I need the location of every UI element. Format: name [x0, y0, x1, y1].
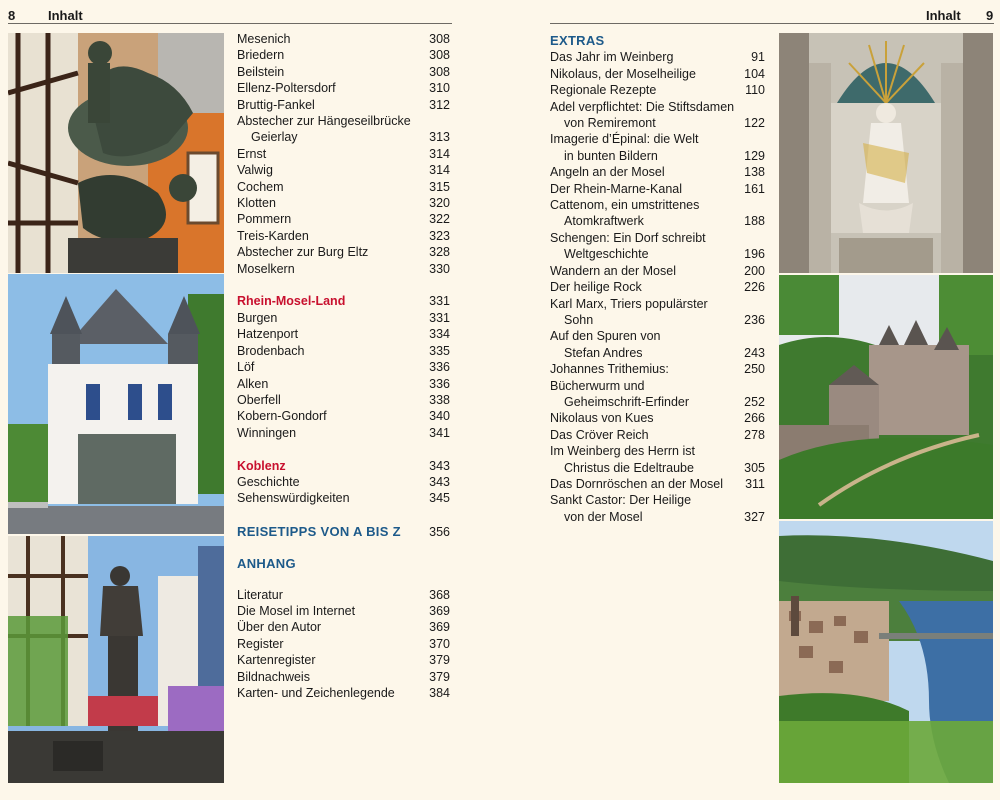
- toc-page: 308: [429, 64, 450, 79]
- toc-page: 343: [429, 474, 450, 489]
- toc-title: Auf den Spuren von: [550, 329, 661, 344]
- toc-entry[interactable]: [237, 490, 450, 506]
- toc-entry[interactable]: [237, 376, 450, 392]
- toc-title: von der Mosel: [564, 509, 643, 524]
- toc-entry[interactable]: [550, 49, 765, 65]
- toc-page: 129: [744, 148, 765, 163]
- toc-page: 330: [429, 261, 450, 276]
- toc-entry[interactable]: [550, 427, 765, 443]
- toc-entry[interactable]: [550, 82, 765, 98]
- toc-title: Das Jahr im Weinberg: [550, 50, 674, 65]
- toc-page: 322: [429, 212, 450, 227]
- toc-entry[interactable]: [550, 181, 765, 197]
- toc-section-koblenz[interactable]: [237, 458, 450, 474]
- toc-page: 308: [429, 32, 450, 46]
- toc-entry[interactable]: [550, 394, 765, 410]
- toc-page: 356: [429, 524, 450, 539]
- toc-title: Cattenom, ein umstrittenes: [550, 198, 700, 213]
- toc-title: Kartenregister: [237, 653, 316, 668]
- toc-page: 336: [429, 360, 450, 375]
- right-page: [500, 0, 1000, 800]
- toc-section-anhang[interactable]: [237, 556, 450, 572]
- toc-page: 305: [744, 460, 765, 475]
- toc-title: Adel verpflichtet: Die Stiftsdamen: [550, 99, 735, 114]
- toc-entry[interactable]: [550, 296, 765, 312]
- left-toc: [237, 31, 450, 701]
- toc-page: 138: [744, 165, 765, 180]
- toc-entry[interactable]: [237, 195, 450, 211]
- toc-page: 340: [429, 409, 450, 424]
- extras-heading: EXTRAS: [550, 33, 605, 48]
- toc-page: 338: [429, 392, 450, 407]
- toc-page: 243: [744, 345, 765, 360]
- toc-page: 334: [429, 327, 450, 342]
- toc-title: Kobern-Gondorf: [237, 409, 327, 424]
- toc-entry[interactable]: [237, 113, 450, 129]
- toc-entry[interactable]: [550, 509, 765, 525]
- toc-title: Imagerie d’Épinal: die Welt: [550, 132, 699, 147]
- toc-title: Bücherwurm und: [550, 378, 645, 393]
- toc-entry[interactable]: [237, 392, 450, 408]
- toc-page: 161: [744, 181, 765, 196]
- toc-title: Sohn: [564, 312, 594, 327]
- toc-entry[interactable]: [237, 685, 450, 701]
- toc-entry[interactable]: [237, 47, 450, 63]
- header-rule: [8, 23, 452, 24]
- toc-entry[interactable]: [237, 652, 450, 668]
- toc-page: 345: [429, 491, 450, 506]
- toc-page: 379: [429, 653, 450, 668]
- toc-title: Christus die Edeltraube: [564, 460, 694, 475]
- toc-entry[interactable]: [550, 361, 765, 377]
- toc-entry[interactable]: [237, 179, 450, 195]
- toc-title: Weltgeschichte: [564, 247, 649, 262]
- toc-page: 368: [429, 587, 450, 602]
- toc-entry[interactable]: [237, 408, 450, 424]
- toc-page: 104: [744, 66, 765, 81]
- toc-entry[interactable]: [237, 310, 450, 326]
- toc-entry[interactable]: [550, 410, 765, 426]
- toc-title: Das Cröver Reich: [550, 427, 649, 442]
- toc-entry[interactable]: [550, 279, 765, 295]
- toc-title: Moselkern: [237, 261, 295, 276]
- toc-title: Im Weinberg des Herrn ist: [550, 444, 695, 459]
- toc-page: 336: [429, 376, 450, 391]
- toc-section-title: ANHANG: [237, 556, 296, 572]
- toc-entry[interactable]: [237, 619, 450, 635]
- toc-entry[interactable]: [550, 115, 765, 131]
- toc-title: in bunten Bildern: [564, 148, 658, 163]
- toc-page: 331: [429, 294, 450, 309]
- toc-title: Wandern an der Mosel: [550, 263, 676, 278]
- toc-title: Löf: [237, 360, 255, 375]
- toc-entry[interactable]: [237, 603, 450, 619]
- toc-title: Geheimschrift-Erfinder: [564, 394, 690, 409]
- toc-title: Sankt Castor: Der Heilige: [550, 493, 692, 508]
- river-town-photo: [779, 521, 993, 783]
- toc-entry[interactable]: [237, 31, 450, 47]
- toc-page: 122: [744, 116, 765, 131]
- toc-title: Mesenich: [237, 32, 291, 46]
- toc-title: Briedern: [237, 48, 285, 63]
- toc-entry[interactable]: [550, 213, 765, 229]
- toc-entry[interactable]: [550, 476, 765, 492]
- toc-entry[interactable]: [550, 460, 765, 476]
- toc-page: 250: [744, 362, 765, 377]
- toc-page: 379: [429, 669, 450, 684]
- toc-page: 369: [429, 620, 450, 635]
- right-page-number: 9: [986, 8, 994, 23]
- toc-page: 331: [429, 310, 450, 325]
- toc-title: Bruttig-Fankel: [237, 97, 315, 112]
- toc-page: 384: [429, 686, 450, 700]
- toc-entry[interactable]: [550, 66, 765, 82]
- toc-entry[interactable]: [550, 443, 765, 459]
- toc-entry[interactable]: [550, 312, 765, 328]
- left-page-number: 8: [8, 8, 16, 23]
- fountain-statue-photo: [8, 536, 224, 783]
- toc-title: Sehenswürdigkeiten: [237, 491, 350, 506]
- toc-page: 320: [429, 196, 450, 211]
- toc-entry[interactable]: [237, 228, 450, 244]
- castle-photo: [779, 275, 993, 519]
- toc-entry[interactable]: [550, 230, 765, 246]
- toc-title: Bildnachweis: [237, 669, 310, 684]
- toc-section-title: REISETIPPS VON A BIS Z: [237, 523, 401, 539]
- toc-entry[interactable]: [550, 328, 765, 344]
- toc-section-reisetipps[interactable]: [237, 524, 450, 540]
- toc-title: Karl Marx, Triers populärster: [550, 296, 708, 311]
- toc-title: Literatur: [237, 587, 283, 602]
- toc-page: 278: [744, 427, 765, 442]
- toc-entry[interactable]: [237, 162, 450, 178]
- toc-title: Alken: [237, 376, 269, 391]
- toc-title: Angeln an der Mosel: [550, 165, 665, 180]
- toc-entry[interactable]: [550, 378, 765, 394]
- toc-page: 91: [751, 50, 765, 65]
- toc-entry[interactable]: [550, 246, 765, 262]
- madonna-statue-photo: [779, 33, 993, 273]
- toc-title: Geierlay: [251, 130, 298, 145]
- toc-title: Das Dornröschen an der Mosel: [550, 476, 723, 491]
- toc-title: Stefan Andres: [564, 345, 643, 360]
- toc-entry[interactable]: [237, 474, 450, 490]
- toc-title: Regionale Rezepte: [550, 83, 657, 98]
- toc-section-title: Koblenz: [237, 458, 286, 473]
- toc-title: Die Mosel im Internet: [237, 603, 356, 618]
- toc-entry[interactable]: [237, 146, 450, 162]
- toc-page: 314: [429, 146, 450, 161]
- toc-page: 236: [744, 312, 765, 327]
- extras-heading-row: [550, 33, 765, 49]
- toc-title: Über den Autor: [237, 620, 322, 635]
- toc-title: Geschichte: [237, 474, 300, 489]
- toc-page: 341: [429, 425, 450, 440]
- toc-entry[interactable]: [237, 359, 450, 375]
- toc-title: Abstecher zur Burg Eltz: [237, 245, 369, 260]
- toc-entry[interactable]: [237, 636, 450, 652]
- toc-page: 110: [745, 83, 765, 98]
- toc-entry[interactable]: [550, 99, 765, 115]
- toc-title: Cochem: [237, 179, 284, 194]
- toc-page: 311: [745, 476, 765, 491]
- header-rule: [550, 23, 994, 24]
- toc-title: von Remiremont: [564, 116, 656, 131]
- toc-page: 308: [429, 48, 450, 63]
- toc-entry[interactable]: [237, 80, 450, 96]
- toc-page: 188: [744, 214, 765, 229]
- toc-entry[interactable]: [237, 587, 450, 603]
- toc-title: Valwig: [237, 163, 273, 178]
- toc-page: 369: [429, 603, 450, 618]
- toc-page: 335: [429, 343, 450, 358]
- toc-entry[interactable]: [237, 343, 450, 359]
- toc-title: Ernst: [237, 146, 267, 161]
- toc-page: 313: [429, 130, 450, 145]
- toc-title: Klotten: [237, 196, 276, 211]
- toc-entry[interactable]: [550, 164, 765, 180]
- toc-title: Pommern: [237, 212, 292, 227]
- toc-page: 343: [429, 458, 450, 473]
- toc-title: Der heilige Rock: [550, 280, 642, 295]
- toc-entry[interactable]: [237, 97, 450, 113]
- toc-page: 328: [429, 245, 450, 260]
- toc-title: Nikolaus, der Moselheilige: [550, 66, 696, 81]
- toc-title: Beilstein: [237, 64, 285, 79]
- toc-page: 252: [744, 394, 765, 409]
- toc-title: Abstecher zur Hängeseilbrücke: [237, 114, 411, 129]
- toc-entry[interactable]: [550, 492, 765, 508]
- toc-entry[interactable]: [237, 64, 450, 80]
- toc-page: 226: [744, 280, 765, 295]
- toc-title: Oberfell: [237, 392, 281, 407]
- toc-title: Johannes Trithemius:: [550, 362, 669, 377]
- toc-title: Karten- und Zeichenlegende: [237, 686, 395, 700]
- toc-page: 315: [429, 179, 450, 194]
- toc-entry[interactable]: [550, 131, 765, 147]
- toc-title: Winningen: [237, 425, 297, 440]
- toc-title: Der Rhein-Marne-Kanal: [550, 181, 683, 196]
- toc-page: 370: [429, 636, 450, 651]
- toc-section-rhein-mosel-land[interactable]: [237, 293, 450, 309]
- toc-title: Treis-Karden: [237, 228, 309, 243]
- toc-title: Burgen: [237, 310, 278, 325]
- toc-entry[interactable]: [237, 211, 450, 227]
- toc-title: Brodenbach: [237, 343, 305, 358]
- toc-page: 310: [429, 81, 450, 96]
- bronze-statue-photo: [8, 33, 224, 273]
- toc-page: 312: [429, 97, 450, 112]
- toc-entry[interactable]: [550, 345, 765, 361]
- toc-title: Register: [237, 636, 284, 651]
- toc-page: 314: [429, 163, 450, 178]
- toc-page: 266: [744, 411, 765, 426]
- toc-section-title: Rhein-Mosel-Land: [237, 294, 346, 309]
- toc-entry[interactable]: [237, 669, 450, 685]
- toc-entry[interactable]: [550, 148, 765, 164]
- toc-entry[interactable]: [237, 244, 450, 260]
- toc-entry[interactable]: [237, 425, 450, 441]
- toc-title: Schengen: Ein Dorf schreibt: [550, 230, 706, 245]
- toc-entry[interactable]: [237, 326, 450, 342]
- toc-page: 323: [429, 228, 450, 243]
- toc-title: Nikolaus von Kues: [550, 411, 654, 426]
- left-page-title: Inhalt: [48, 8, 83, 23]
- toc-page: 200: [744, 263, 765, 278]
- toc-entry[interactable]: [237, 129, 450, 145]
- toc-page: 327: [744, 509, 765, 524]
- toc-title: Atomkraftwerk: [564, 214, 644, 229]
- toc-entry[interactable]: [550, 197, 765, 213]
- right-page-title: Inhalt: [926, 8, 961, 23]
- toc-entry[interactable]: [237, 261, 450, 277]
- gate-tower-photo: [8, 274, 224, 534]
- toc-title: Ellenz-Poltersdorf: [237, 81, 336, 96]
- toc-entry[interactable]: [550, 263, 765, 279]
- toc-page: 196: [744, 247, 765, 262]
- extras-toc: [550, 33, 765, 525]
- toc-title: Hatzenport: [237, 327, 299, 342]
